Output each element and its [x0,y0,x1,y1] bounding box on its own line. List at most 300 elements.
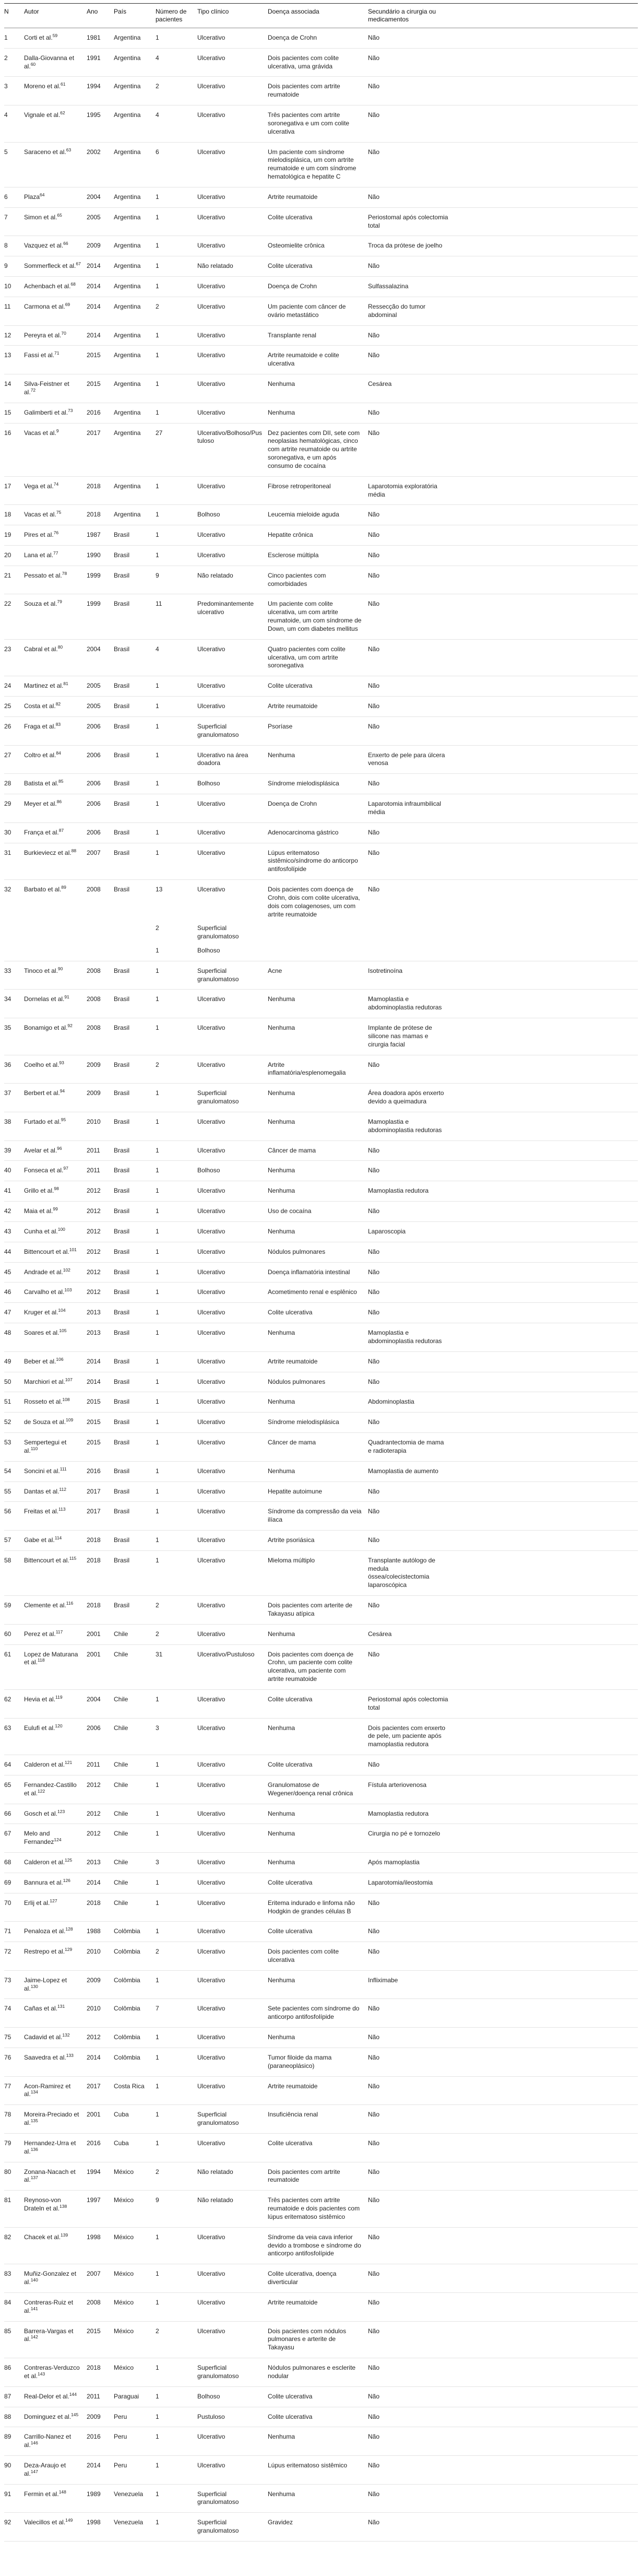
cell-patient-count: 1 [156,2484,197,2513]
citation-ref: 131 [57,2004,65,2009]
cell-author [24,774,87,794]
cell-author [24,2133,87,2162]
cell-country: Brasil [114,1181,156,1202]
cell-author [24,1161,87,1181]
cell-secondary: Mamoplastia de aumento [368,1461,454,1481]
cell-secondary: Não [368,34,380,41]
author-name: França et al. [24,828,59,836]
cell-clinical-type: Ulcerativo [197,1999,268,2028]
cell-filler [454,1824,638,1853]
cell-clinical-type: Predominantemente ulcerativo [197,594,268,639]
cell-patient-count: 1 [156,374,197,403]
citation-ref: 81 [63,681,68,687]
cell-clinical-type: Ulcerativo [197,1689,268,1718]
citation-ref: 66 [63,241,68,246]
cell-row-number: 37 [4,1084,24,1112]
cell-secondary: Não [368,697,454,717]
cell-row-number: 80 [4,2162,24,2191]
cell-clinical-type: Ulcerativo [197,374,268,403]
cell-patient-count: 1 [156,2227,197,2264]
cell-year: 2012 [87,1181,114,1202]
cell-author [24,1893,87,1922]
cell-patient-count: 1 [156,1303,197,1323]
cell-patient-count: 1 [156,1775,197,1804]
cell-associated-disease: Acne [268,961,368,990]
cell-filler [454,639,638,676]
cell-patient-count: 2 [156,2162,197,2191]
cell-row-number: 62 [4,1689,24,1718]
author-name: Calderon et al. [24,1761,65,1769]
cell-clinical-type: Ulcerativo [197,1262,268,1283]
citation-ref: 73 [68,407,73,413]
cell-associated-disease: Artrite reumatoide [268,2076,368,2105]
author-name: Zonana-Nacach et al. [24,2168,76,2184]
cell-country: Brasil [114,1018,156,1055]
table-row [4,2264,638,2293]
cell-year: 2006 [87,774,114,794]
cell-secondary: Abdominoplastia [368,1392,454,1413]
cell-year [87,947,114,961]
cell-associated-disease: Fibrose retroperitoneal [268,476,368,505]
table-row [4,1970,638,1999]
cell-associated-disease: Nenhuma [268,1084,368,1112]
cell-clinical-type: Ulcerativo [197,1221,268,1242]
cell-associated-disease: Leucemia mieloide aguda [268,505,368,525]
table-row [4,142,638,187]
cell-row-number: 72 [4,1942,24,1971]
cell-year: 1990 [87,545,114,566]
cell-associated-disease: Síndrome mielodisplásica [268,1413,368,1433]
cell-country: Brasil [114,990,156,1018]
cell-country: Brasil [114,1303,156,1323]
author-name: Gosch et al. [24,1809,58,1817]
table-row [4,374,638,403]
cell-associated-disease: Doença de Crohn [268,34,317,41]
cell-clinical-type: Ulcerativo [197,325,268,346]
cell-clinical-type: Superficial granulomatoso [197,961,268,990]
author-name: Penaloza et al. [24,1927,66,1935]
cell-country: Peru [114,2407,156,2427]
table-row [4,236,638,256]
cell-clinical-type: Ulcerativo [197,1624,268,1644]
citation-ref: 143 [38,2371,45,2377]
cell-filler [454,2048,638,2076]
cell-author [24,2227,87,2264]
table-row [4,1502,638,1531]
cell-row-number: 67 [4,1824,24,1853]
cell-clinical-type: Ulcerativo [197,1392,268,1413]
table-row [4,1550,638,1595]
cell-clinical-type: Não relatado [197,2191,268,2227]
cell-row-number: 54 [4,1461,24,1481]
author-name: Hevia et al. [24,1695,56,1703]
cell-secondary: Não [368,48,454,77]
cell-country: Chile [114,1718,156,1755]
cell-associated-disease: Nenhuma [268,1323,368,1352]
cell-author [24,1530,87,1550]
table-row [4,880,638,925]
cell-row-number: 83 [4,2264,24,2293]
cell-associated-disease: Gravidez [268,2513,368,2542]
cell-author [24,2427,87,2456]
table-row [4,1461,638,1481]
cell-country: Brasil [114,1283,156,1303]
cell-filler [454,2407,638,2427]
cell-associated-disease: Esclerose múltipla [268,545,368,566]
cell-patient-count: 1 [156,2386,197,2407]
citation-ref: 80 [57,644,63,650]
cell-clinical-type: Bolhoso [197,774,268,794]
cell-row-number: 22 [4,594,24,639]
cell-row-number: 63 [4,1718,24,1755]
cell-filler [454,1392,638,1413]
cell-row-number: 86 [4,2358,24,2387]
cell-row-number: 36 [4,1055,24,1084]
cell-secondary: Cesárea [368,374,454,403]
author-name: Pires et al. [24,531,54,539]
cell-year: 2006 [87,1718,114,1755]
cell-country: Brasil [114,1351,156,1372]
cell-filler [454,2227,638,2264]
cell-row-number: 5 [4,142,24,187]
cell-filler [454,1303,638,1323]
cell-clinical-type: Não relatado [197,2162,268,2191]
cell-secondary: Não [368,566,454,594]
cell-clinical-type: Ulcerativo [197,142,268,187]
cell-year: 2005 [87,697,114,717]
cell-year: 2002 [87,142,114,187]
cell-filler [454,207,638,236]
cell-year: 2016 [87,2427,114,2456]
cell-filler [454,374,638,403]
cell-secondary [368,947,454,961]
col-header-pais: País [114,4,156,28]
cell-clinical-type: Ulcerativo [197,843,268,879]
author-name: Marchiori et al. [24,1378,65,1385]
cell-author [24,2407,87,2427]
cell-year: 2008 [87,990,114,1018]
cell-associated-disease: Insuficiência renal [268,2105,368,2134]
citation-ref: 137 [30,2175,38,2181]
table-row [4,1624,638,1644]
cell-associated-disease: Hepatite crônica [268,525,368,546]
cell-country: Chile [114,1893,156,1922]
cell-country: Argentina [114,505,156,525]
cell-filler [454,187,638,207]
cell-year: 2017 [87,423,114,476]
author-name: Gabe et al. [24,1536,55,1544]
cell-year: 2014 [87,325,114,346]
cell-clinical-type: Ulcerativo [197,1323,268,1352]
cell-row-number: 71 [4,1922,24,1942]
cell-clinical-type: Ulcerativo [197,34,225,41]
table-row [4,1922,638,1942]
cell-year: 1997 [87,2191,114,2227]
cell-filler [454,2264,638,2293]
cell-patient-count: 2 [156,1624,197,1644]
cell-secondary: Área doadora após enxerto devido a queimadura [368,1084,454,1112]
cell-secondary: Não [368,1262,454,1283]
cell-patient-count: 1 [156,2513,197,2542]
cell-clinical-type: Ulcerativo [197,676,268,697]
citation-ref: 98 [54,1186,59,1192]
cell-patient-count: 1 [156,794,197,823]
cell-associated-disease: Colite ulcerativa [268,256,368,277]
cell-patient-count: 1 [156,236,197,256]
cell-year: 2012 [87,1262,114,1283]
table-row [4,716,638,745]
cell-patient-count: 1 [156,1804,197,1824]
author-name: Clemente et al. [24,1602,66,1609]
cell-clinical-type: Ulcerativo [197,297,268,325]
cell-country: Brasil [114,697,156,717]
cell-patient-count: 1 [156,2264,197,2293]
cell-filler [454,2133,638,2162]
cell-patient-count: 2 [156,2321,197,2358]
table-row [4,2407,638,2427]
cell-country: Argentina [114,297,156,325]
cell-filler [454,1624,638,1644]
author-name: Cañas et al. [24,2005,58,2013]
cell-author [24,2455,87,2484]
cell-country: Colômbia [114,1999,156,2028]
cell-year: 2009 [87,1970,114,1999]
cell-patient-count: 1 [156,1084,197,1112]
cell-author [24,207,87,236]
cell-row-number: 92 [4,2513,24,2542]
col-header-tipo: Tipo clínico [197,4,268,28]
cell-filler [454,1181,638,1202]
cell-author [24,2076,87,2105]
author-name: Souza et al. [24,600,57,608]
citation-ref: 133 [66,2052,74,2058]
cell-author [24,2264,87,2293]
cell-clinical-type: Ulcerativo [197,77,268,105]
cell-author [24,2191,87,2227]
table-row [4,2227,638,2264]
table-row [4,2191,638,2227]
cell-row-number: 90 [4,2455,24,2484]
cell-author [24,187,87,207]
cell-patient-count: 1 [156,207,197,236]
table-row [4,639,638,676]
cell-secondary: Implante de prótese de silicone nas mamas e cirurgia facial [368,1018,454,1055]
cell-clinical-type: Ulcerativo [197,48,268,77]
cell-year: 1981 [87,34,101,41]
cell-associated-disease: Colite ulcerativa [268,676,368,697]
citation-ref: 99 [53,1206,58,1212]
cell-clinical-type: Ulcerativo [197,639,268,676]
cell-associated-disease: Artrite reumatoide [268,2292,368,2321]
table-row [4,277,638,297]
cell-year: 2008 [87,1018,114,1055]
cell-author [24,2386,87,2407]
cell-row-number: 77 [4,2076,24,2105]
table-row [4,77,638,105]
author-name: Dornelas et al. [24,995,65,1003]
cell-associated-disease: Doença de Crohn [268,277,368,297]
cell-secondary: Isotretinoína [368,961,454,990]
cell-author [24,697,87,717]
cell-patient-count: 1 [156,505,197,525]
cell-filler [454,105,638,142]
studies-table [4,3,638,2542]
cell-patient-count: 1 [156,277,197,297]
cell-clinical-type: Ulcerativo [197,476,268,505]
cell-secondary: Não [368,423,454,476]
cell-filler [454,1202,638,1222]
cell-secondary: Não [368,525,454,546]
table-row [4,1942,638,1971]
author-name: Soncini et al. [24,1467,60,1475]
citation-ref: 125 [65,1857,73,1863]
cell-year: 2017 [87,2076,114,2105]
cell-country: Brasil [114,1433,156,1462]
cell-patient-count: 1 [156,1824,197,1853]
cell-secondary: Não [368,2358,454,2387]
author-name: Muñiz-Gonzalez et al. [24,2270,77,2286]
author-name: Bittencourt et al. [24,1556,69,1564]
cell-secondary: Não [368,880,454,925]
cell-associated-disease: Colite ulcerativa, doença diverticular [268,2264,368,2293]
cell-author [24,1461,87,1481]
cell-secondary: Não [368,2076,454,2105]
table-row [4,990,638,1018]
cell-clinical-type: Pustuloso [197,2407,268,2427]
cell-country: Brasil [114,843,156,879]
cell-row-number: 85 [4,2321,24,2358]
cell-author [24,594,87,639]
author-name: Perez et al. [24,1630,56,1638]
cell-clinical-type: Ulcerativo [197,1140,268,1161]
citation-ref: 60 [30,61,36,67]
cell-clinical-type: Ulcerativo [197,2292,268,2321]
cell-filler [454,2028,638,2048]
cell-row-number: 81 [4,2191,24,2227]
cell-associated-disease: Dois pacientes com colite ulcerativa [268,1942,368,1971]
cell-year: 2012 [87,1824,114,1853]
cell-secondary: Cesárea [368,1624,454,1644]
cell-secondary: Não [368,594,454,639]
cell-filler [454,1084,638,1112]
cell-secondary: Não [368,716,454,745]
cell-patient-count: 1 [156,525,197,546]
cell-author [24,1804,87,1824]
cell-country: Brasil [114,1262,156,1283]
citation-ref: 117 [55,1629,63,1634]
table-row [4,48,638,77]
cell-associated-disease: Hepatite autoimune [268,1481,368,1502]
cell-year: 2004 [87,187,114,207]
cell-year: 2018 [87,505,114,525]
cell-country: Argentina [114,48,156,77]
cell-author [24,1303,87,1323]
cell-associated-disease: Colite ulcerativa [268,1873,368,1893]
author-name: Sempertegui et al. [24,1439,67,1454]
cell-associated-disease: Quatro pacientes com colite ulcerativa, um com artrite soronegativa [268,639,368,676]
cell-associated-disease: Síndrome mielodisplásica [268,774,368,794]
cell-country: Argentina [114,346,156,374]
cell-secondary: Dois pacientes com enxerto de pele, um paciente após mamoplastia redutora [368,1718,454,1755]
cell-clinical-type: Bolhoso [197,2386,268,2407]
table-row [4,545,638,566]
cell-secondary: Não [368,1481,454,1502]
citation-ref: 145 [71,2412,79,2417]
cell-filler [454,1372,638,1392]
cell-clinical-type: Ulcerativo [197,1055,268,1084]
cell-country: Colômbia [114,1942,156,1971]
table-row [4,2386,638,2407]
cell-clinical-type: Ulcerativo na área doadora [197,745,268,774]
cell-secondary: Não [368,2028,454,2048]
cell-clinical-type: Bolhoso [197,505,268,525]
cell-row-number: 23 [4,639,24,676]
cell-filler [454,745,638,774]
cell-country: Chile [114,1775,156,1804]
author-name: Jaime-Lopez et al. [24,1976,67,1992]
cell-associated-disease: Lúpus eritematoso sistêmico [268,2455,368,2484]
cell-secondary: Não [368,1999,454,2028]
cell-filler [454,2105,638,2134]
author-name: Fermin et al. [24,2490,59,2498]
cell-clinical-type: Ulcerativo [197,1718,268,1755]
cell-patient-count: 3 [156,1718,197,1755]
cell-clinical-type: Ulcerativo [197,2455,268,2484]
cell-clinical-type: Ulcerativo [197,990,268,1018]
cell-year: 2018 [87,1550,114,1595]
citation-ref: 127 [50,1898,57,1903]
cell-filler [454,924,638,947]
cell-year: 2006 [87,794,114,823]
author-name: Real-Delor et al. [24,2392,69,2400]
author-name: Soares et al. [24,1329,60,1337]
author-name: Achenbach et al. [24,283,71,290]
cell-clinical-type: Ulcerativo [197,1433,268,1462]
cell-year: 2015 [87,1392,114,1413]
cell-year: 2012 [87,1202,114,1222]
cell-associated-disease: Sete pacientes com síndrome do anticorpo antifosfolípide [268,1999,368,2028]
cell-author [24,346,87,374]
cell-country: Brasil [114,1140,156,1161]
cell-patient-count: 1 [156,1372,197,1392]
citation-ref: 83 [55,721,61,727]
table-row [4,346,638,374]
table-row [4,1413,638,1433]
citation-ref: 129 [65,1947,73,1952]
cell-author [24,403,87,423]
cell-filler [454,2427,638,2456]
cell-year: 1988 [87,1922,114,1942]
cell-row-number: 18 [4,505,24,525]
cell-secondary: Não [368,1596,454,1625]
table-row [4,745,638,774]
cell-patient-count: 1 [156,2427,197,2456]
cell-year: 2017 [87,1502,114,1531]
citation-ref: 93 [59,1060,64,1065]
cell-patient-count: 27 [156,423,197,476]
cell-row-number: 57 [4,1530,24,1550]
cell-clinical-type: Ulcerativo [197,2264,268,2293]
cell-patient-count: 1 [156,1530,197,1550]
author-name: Erlij et al. [24,1899,50,1907]
cell-patient-count: 1 [156,843,197,879]
cell-secondary: Não [368,403,454,423]
cell-patient-count: 1 [156,2292,197,2321]
cell-clinical-type: Bolhoso [197,947,220,954]
cell-row-number: 47 [4,1303,24,1323]
author-name: Rosseto et al. [24,1398,63,1406]
cell-country: Brasil [114,1084,156,1112]
